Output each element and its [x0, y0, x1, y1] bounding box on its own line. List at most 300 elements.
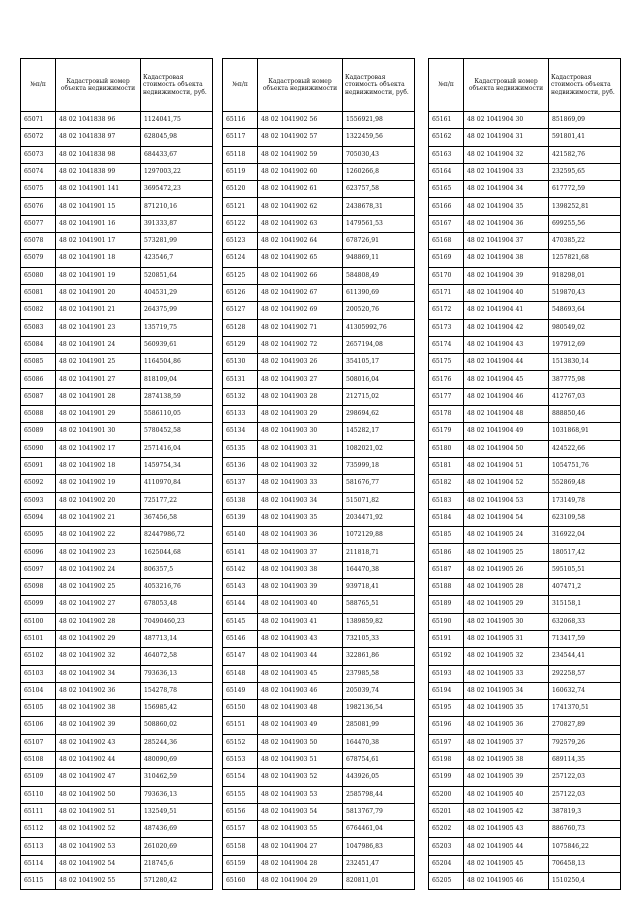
table-row	[21, 129, 213, 146]
table-row	[21, 648, 213, 665]
cell-cadastral-value: 732105,33	[343, 630, 415, 647]
cell-cadastral-value: 689114,35	[549, 751, 621, 768]
cell-cadastral-value: 407471,2	[549, 579, 621, 596]
cell-num: 65086	[21, 371, 56, 388]
cell-num: 65142	[223, 561, 258, 578]
cell-cadastral-number: 48 02 1041902 28	[56, 613, 141, 630]
table-row	[223, 215, 415, 232]
cell-num: 65144	[223, 596, 258, 613]
cell-cadastral-number: 48 02 1041903 38	[258, 561, 343, 578]
cell-cadastral-value: 1031868,91	[549, 423, 621, 440]
header-cadastral-number: Кадастровый номер объекта недвижимости	[56, 59, 141, 112]
cell-cadastral-number: 48 02 1041902 55	[56, 873, 141, 890]
cell-num: 65166	[429, 198, 464, 215]
table-row	[429, 112, 621, 129]
table-row	[223, 354, 415, 371]
header-num: №п/п	[223, 59, 258, 112]
cell-num: 65099	[21, 596, 56, 613]
cell-cadastral-value: 2657194,08	[343, 336, 415, 353]
cell-cadastral-number: 48 02 1041905 28	[464, 579, 549, 596]
table-row	[21, 717, 213, 734]
cell-cadastral-number: 48 02 1041904 33	[464, 163, 549, 180]
cell-num: 65103	[21, 665, 56, 682]
table-row	[223, 371, 415, 388]
cell-num: 65115	[21, 873, 56, 890]
cell-num: 65121	[223, 198, 258, 215]
cell-cadastral-number: 48 02 1041902 24	[56, 561, 141, 578]
table-row	[429, 769, 621, 786]
cell-cadastral-number: 48 02 1041901 23	[56, 319, 141, 336]
cell-cadastral-value: 1479561,53	[343, 215, 415, 232]
cell-cadastral-value: 464072,58	[141, 648, 213, 665]
cell-num: 65155	[223, 786, 258, 803]
cell-cadastral-value: 145282,17	[343, 423, 415, 440]
cell-cadastral-number: 48 02 1041903 36	[258, 527, 343, 544]
table-row	[21, 440, 213, 457]
table-row	[223, 596, 415, 613]
cell-num: 65089	[21, 423, 56, 440]
table-header-row	[429, 59, 621, 112]
table-row	[21, 319, 213, 336]
cell-cadastral-value: 261020,69	[141, 838, 213, 855]
cell-num: 65128	[223, 319, 258, 336]
table-row	[21, 371, 213, 388]
table-row	[429, 319, 621, 336]
table-row	[429, 838, 621, 855]
cell-cadastral-number: 48 02 1041902 67	[258, 284, 343, 301]
cell-cadastral-number: 48 02 1041901 19	[56, 267, 141, 284]
cell-cadastral-number: 48 02 1041904 52	[464, 475, 549, 492]
cell-num: 65102	[21, 648, 56, 665]
cell-cadastral-value: 387819,3	[549, 803, 621, 820]
cell-num: 65160	[223, 873, 258, 890]
cell-cadastral-number: 48 02 1041902 20	[56, 492, 141, 509]
cell-num: 65090	[21, 440, 56, 457]
cell-cadastral-number: 48 02 1041903 54	[258, 803, 343, 820]
cell-cadastral-value: 595105,51	[549, 561, 621, 578]
table-row	[429, 682, 621, 699]
cell-cadastral-number: 48 02 1041904 27	[258, 838, 343, 855]
table-row	[223, 821, 415, 838]
cell-cadastral-number: 48 02 1041903 35	[258, 509, 343, 526]
cell-num: 65180	[429, 440, 464, 457]
cell-cadastral-value: 581676,77	[343, 475, 415, 492]
cell-cadastral-number: 48 02 1041903 40	[258, 596, 343, 613]
cell-cadastral-number: 48 02 1041904 43	[464, 336, 549, 353]
table-row	[223, 198, 415, 215]
cell-num: 65190	[429, 613, 464, 630]
cell-cadastral-number: 48 02 1041902 23	[56, 544, 141, 561]
cell-num: 65088	[21, 406, 56, 423]
cell-cadastral-value: 1322459,56	[343, 129, 415, 146]
cell-cadastral-value: 678726,91	[343, 233, 415, 250]
cell-cadastral-value: 156985,42	[141, 700, 213, 717]
cell-num: 65186	[429, 544, 464, 561]
table-row	[429, 440, 621, 457]
table-row	[223, 406, 415, 423]
header-num: №п/п	[429, 59, 464, 112]
table-row	[223, 803, 415, 820]
table-row	[223, 665, 415, 682]
cell-num: 65135	[223, 440, 258, 457]
cell-cadastral-number: 48 02 1041904 32	[464, 146, 549, 163]
table-row	[429, 492, 621, 509]
cell-cadastral-number: 48 02 1041903 29	[258, 406, 343, 423]
table-row	[21, 786, 213, 803]
cell-cadastral-number: 48 02 1041902 60	[258, 163, 343, 180]
cell-cadastral-value: 552869,48	[549, 475, 621, 492]
table-row	[429, 509, 621, 526]
table-row	[429, 233, 621, 250]
cell-cadastral-number: 48 02 1041904 31	[464, 129, 549, 146]
cell-num: 65118	[223, 146, 258, 163]
cell-num: 65072	[21, 129, 56, 146]
cell-cadastral-value: 886760,73	[549, 821, 621, 838]
cell-cadastral-value: 678754,61	[343, 751, 415, 768]
cell-cadastral-value: 2874138,59	[141, 388, 213, 405]
cell-cadastral-value: 135719,75	[141, 319, 213, 336]
cell-cadastral-number: 48 02 1041905 31	[464, 630, 549, 647]
cell-cadastral-number: 48 02 1041902 25	[56, 579, 141, 596]
cell-num: 65171	[429, 284, 464, 301]
cell-cadastral-value: 560939,61	[141, 336, 213, 353]
table-row	[429, 527, 621, 544]
table-row	[21, 579, 213, 596]
table-row	[223, 440, 415, 457]
cell-cadastral-number: 48 02 1041838 96	[56, 112, 141, 129]
table-row	[223, 250, 415, 267]
table-row	[21, 838, 213, 855]
cell-cadastral-number: 48 02 1041902 43	[56, 734, 141, 751]
cell-cadastral-number: 48 02 1041904 35	[464, 198, 549, 215]
table-row	[223, 786, 415, 803]
cell-cadastral-value: 623757,58	[343, 181, 415, 198]
cell-num: 65132	[223, 388, 258, 405]
table-row	[429, 630, 621, 647]
table-row	[429, 821, 621, 838]
cell-cadastral-number: 48 02 1041901 24	[56, 336, 141, 353]
cell-cadastral-value: 617772,59	[549, 181, 621, 198]
cell-cadastral-value: 292258,57	[549, 665, 621, 682]
cell-cadastral-number: 48 02 1041905 36	[464, 717, 549, 734]
cell-num: 65084	[21, 336, 56, 353]
cell-num: 65085	[21, 354, 56, 371]
cell-cadastral-value: 257122,03	[549, 786, 621, 803]
cell-cadastral-number: 48 02 1041902 44	[56, 751, 141, 768]
table-row	[21, 163, 213, 180]
table-row	[223, 129, 415, 146]
table-row	[429, 354, 621, 371]
table-row	[429, 388, 621, 405]
cell-num: 65075	[21, 181, 56, 198]
cell-cadastral-value: 480090,69	[141, 751, 213, 768]
cell-cadastral-number: 48 02 1041901 25	[56, 354, 141, 371]
cell-num: 65143	[223, 579, 258, 596]
cell-num: 65138	[223, 492, 258, 509]
cell-cadastral-number: 48 02 1041902 56	[258, 112, 343, 129]
cell-cadastral-number: 48 02 1041904 38	[464, 250, 549, 267]
cell-cadastral-value: 298694,62	[343, 406, 415, 423]
cell-cadastral-number: 48 02 1041902 38	[56, 700, 141, 717]
cell-cadastral-value: 792579,26	[549, 734, 621, 751]
cell-cadastral-value: 264375,99	[141, 302, 213, 319]
cell-cadastral-number: 48 02 1041903 28	[258, 388, 343, 405]
cell-num: 65104	[21, 682, 56, 699]
cell-cadastral-number: 48 02 1041903 32	[258, 457, 343, 474]
cell-cadastral-value: 793636,13	[141, 786, 213, 803]
cell-cadastral-value: 285244,36	[141, 734, 213, 751]
table-row	[21, 700, 213, 717]
cell-cadastral-number: 48 02 1041904 41	[464, 302, 549, 319]
cell-num: 65141	[223, 544, 258, 561]
cell-cadastral-number: 48 02 1041905 24	[464, 527, 549, 544]
table-row	[21, 665, 213, 682]
cell-num: 65179	[429, 423, 464, 440]
cell-cadastral-number: 48 02 1041905 35	[464, 700, 549, 717]
cell-num: 65153	[223, 751, 258, 768]
cell-cadastral-number: 48 02 1041902 21	[56, 509, 141, 526]
cell-num: 65098	[21, 579, 56, 596]
table-row	[21, 821, 213, 838]
cell-cadastral-number: 48 02 1041902 71	[258, 319, 343, 336]
table-row	[21, 769, 213, 786]
table-row	[21, 181, 213, 198]
table-row	[21, 302, 213, 319]
cell-cadastral-value: 132549,51	[141, 803, 213, 820]
table-row	[223, 613, 415, 630]
table-row	[223, 561, 415, 578]
cell-num: 65091	[21, 457, 56, 474]
table-row	[21, 267, 213, 284]
cell-num: 65198	[429, 751, 464, 768]
table-row	[21, 457, 213, 474]
cell-num: 65125	[223, 267, 258, 284]
cell-num: 65111	[21, 803, 56, 820]
header-cadastral-number: Кадастровый номер объекта недвижимости	[464, 59, 549, 112]
cell-cadastral-number: 48 02 1041902 66	[258, 267, 343, 284]
cell-cadastral-value: 508016,04	[343, 371, 415, 388]
table-row	[21, 250, 213, 267]
cell-cadastral-number: 48 02 1041904 29	[258, 873, 343, 890]
cell-cadastral-value: 205039,74	[343, 682, 415, 699]
cell-cadastral-value: 508860,02	[141, 717, 213, 734]
cell-cadastral-value: 70490460,23	[141, 613, 213, 630]
cell-num: 65122	[223, 215, 258, 232]
header-cadastral-value: Кадастровая стоимость объекта недвижимости, руб.	[549, 59, 621, 112]
cell-cadastral-number: 48 02 1041904 39	[464, 267, 549, 284]
cell-num: 65094	[21, 509, 56, 526]
cell-cadastral-value: 1124041,75	[141, 112, 213, 129]
cell-cadastral-value: 200520,76	[343, 302, 415, 319]
cell-cadastral-number: 48 02 1041838 97	[56, 129, 141, 146]
cell-cadastral-number: 48 02 1041902 17	[56, 440, 141, 457]
table-row	[21, 803, 213, 820]
cell-cadastral-value: 918298,01	[549, 267, 621, 284]
cell-num: 65146	[223, 630, 258, 647]
table-row	[223, 873, 415, 890]
table-header-row	[21, 59, 213, 112]
cell-num: 65071	[21, 112, 56, 129]
cell-num: 65073	[21, 146, 56, 163]
table-row	[429, 855, 621, 872]
cell-cadastral-value: 423546,7	[141, 250, 213, 267]
cell-cadastral-number: 48 02 1041905 39	[464, 769, 549, 786]
cell-num: 65108	[21, 751, 56, 768]
cell-cadastral-value: 5780452,58	[141, 423, 213, 440]
cell-cadastral-value: 515071,82	[343, 492, 415, 509]
cell-cadastral-value: 1398252,81	[549, 198, 621, 215]
table-row	[429, 198, 621, 215]
cell-cadastral-number: 48 02 1041905 30	[464, 613, 549, 630]
table-row	[21, 146, 213, 163]
cell-cadastral-value: 470385,22	[549, 233, 621, 250]
cell-num: 65204	[429, 855, 464, 872]
cell-num: 65145	[223, 613, 258, 630]
cell-cadastral-number: 48 02 1041901 17	[56, 233, 141, 250]
header-cadastral-value: Кадастровая стоимость объекта недвижимости, руб.	[141, 59, 213, 112]
cell-cadastral-number: 48 02 1041903 37	[258, 544, 343, 561]
cell-num: 65149	[223, 682, 258, 699]
cell-cadastral-value: 1047986,83	[343, 838, 415, 855]
cell-num: 65189	[429, 596, 464, 613]
table-row	[223, 267, 415, 284]
cell-num: 65117	[223, 129, 258, 146]
table-row	[223, 751, 415, 768]
table-row	[21, 734, 213, 751]
cell-cadastral-number: 48 02 1041903 49	[258, 717, 343, 734]
cell-cadastral-number: 48 02 1041902 51	[56, 803, 141, 820]
cell-num: 65187	[429, 561, 464, 578]
table-row	[223, 475, 415, 492]
table-row	[223, 423, 415, 440]
cell-cadastral-number: 48 02 1041905 37	[464, 734, 549, 751]
cell-cadastral-value: 699255,56	[549, 215, 621, 232]
cell-cadastral-number: 48 02 1041901 27	[56, 371, 141, 388]
cell-cadastral-value: 1054751,76	[549, 457, 621, 474]
cell-cadastral-number: 48 02 1041901 16	[56, 215, 141, 232]
table-row	[21, 423, 213, 440]
cell-cadastral-value: 948869,11	[343, 250, 415, 267]
cell-cadastral-value: 487713,14	[141, 630, 213, 647]
cell-cadastral-number: 48 02 1041904 46	[464, 388, 549, 405]
table-row	[21, 527, 213, 544]
cell-cadastral-number: 48 02 1041904 45	[464, 371, 549, 388]
cell-num: 65182	[429, 475, 464, 492]
cell-num: 65181	[429, 457, 464, 474]
table-body	[21, 112, 213, 890]
table-row	[21, 751, 213, 768]
table-row	[21, 509, 213, 526]
table-row	[429, 250, 621, 267]
cell-num: 65202	[429, 821, 464, 838]
table-row	[223, 302, 415, 319]
cell-cadastral-value: 421582,76	[549, 146, 621, 163]
cell-num: 65150	[223, 700, 258, 717]
cell-num: 65076	[21, 198, 56, 215]
cell-cadastral-number: 48 02 1041902 50	[56, 786, 141, 803]
table-row	[223, 112, 415, 129]
cell-num: 65074	[21, 163, 56, 180]
cell-cadastral-number: 48 02 1041901 30	[56, 423, 141, 440]
cell-cadastral-value: 164470,38	[343, 734, 415, 751]
cell-cadastral-number: 48 02 1041905 38	[464, 751, 549, 768]
cell-cadastral-number: 48 02 1041902 63	[258, 215, 343, 232]
cell-cadastral-value: 1556921,98	[343, 112, 415, 129]
cadastral-table-1	[20, 58, 213, 890]
cell-cadastral-number: 48 02 1041901 29	[56, 406, 141, 423]
cell-cadastral-number: 48 02 1041902 62	[258, 198, 343, 215]
cadastral-table-2	[222, 58, 415, 890]
cell-cadastral-value: 623109,58	[549, 509, 621, 526]
cell-cadastral-value: 2438678,31	[343, 198, 415, 215]
cell-num: 65083	[21, 319, 56, 336]
cell-num: 65147	[223, 648, 258, 665]
table-row	[223, 181, 415, 198]
cell-cadastral-value: 684433,67	[141, 146, 213, 163]
table-row	[429, 302, 621, 319]
cell-num: 65116	[223, 112, 258, 129]
cell-cadastral-value: 6764461,04	[343, 821, 415, 838]
cell-num: 65127	[223, 302, 258, 319]
cell-num: 65170	[429, 267, 464, 284]
cell-cadastral-number: 48 02 1041901 28	[56, 388, 141, 405]
cell-cadastral-value: 584808,49	[343, 267, 415, 284]
cell-num: 65079	[21, 250, 56, 267]
cell-cadastral-value: 257122,03	[549, 769, 621, 786]
table-row	[21, 475, 213, 492]
cell-num: 65195	[429, 700, 464, 717]
cell-cadastral-value: 218745,6	[141, 855, 213, 872]
cell-cadastral-number: 48 02 1041902 72	[258, 336, 343, 353]
cell-cadastral-value: 315158,1	[549, 596, 621, 613]
cell-num: 65178	[429, 406, 464, 423]
cell-num: 65124	[223, 250, 258, 267]
cell-cadastral-value: 234544,41	[549, 648, 621, 665]
cell-num: 65110	[21, 786, 56, 803]
cell-cadastral-number: 48 02 1041902 22	[56, 527, 141, 544]
cell-cadastral-value: 1260266,8	[343, 163, 415, 180]
table-row	[429, 579, 621, 596]
table-body	[223, 112, 415, 890]
table-row	[429, 717, 621, 734]
cell-num: 65112	[21, 821, 56, 838]
table-row	[21, 544, 213, 561]
cell-cadastral-value: 888850,46	[549, 406, 621, 423]
header-cadastral-value: Кадастровая стоимость объекта недвижимости, руб.	[343, 59, 415, 112]
cell-cadastral-number: 48 02 1041903 45	[258, 665, 343, 682]
cell-cadastral-number: 48 02 1041904 40	[464, 284, 549, 301]
table-row	[21, 682, 213, 699]
table-row	[223, 336, 415, 353]
cell-cadastral-value: 611390,69	[343, 284, 415, 301]
cell-num: 65105	[21, 700, 56, 717]
cell-cadastral-number: 48 02 1041903 43	[258, 630, 343, 647]
cell-num: 65205	[429, 873, 464, 890]
cell-cadastral-value: 520851,64	[141, 267, 213, 284]
table-row	[21, 284, 213, 301]
table-row	[429, 700, 621, 717]
cell-cadastral-number: 48 02 1041902 53	[56, 838, 141, 855]
cell-cadastral-value: 180517,42	[549, 544, 621, 561]
table-row	[429, 561, 621, 578]
cell-cadastral-value: 793636,13	[141, 665, 213, 682]
cell-cadastral-value: 2571416,04	[141, 440, 213, 457]
cell-cadastral-number: 48 02 1041904 34	[464, 181, 549, 198]
cell-cadastral-value: 82447986,72	[141, 527, 213, 544]
cell-cadastral-value: 1982136,54	[343, 700, 415, 717]
cell-cadastral-number: 48 02 1041902 69	[258, 302, 343, 319]
cell-num: 65134	[223, 423, 258, 440]
